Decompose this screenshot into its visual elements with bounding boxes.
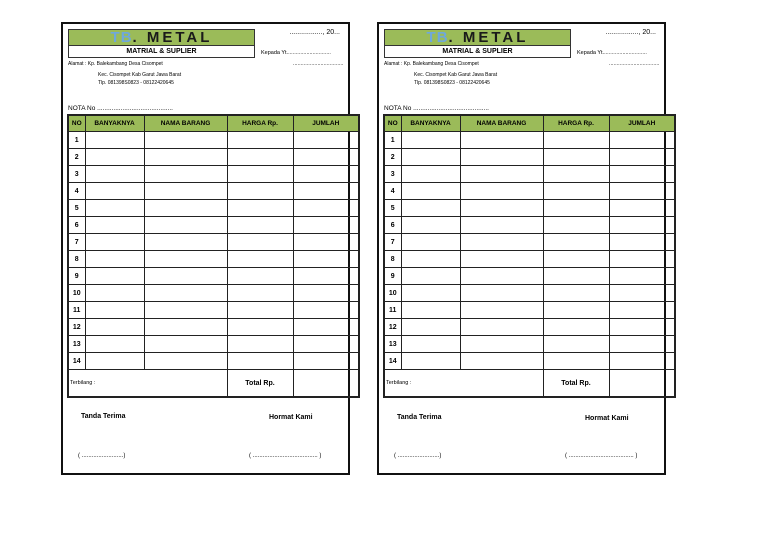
amount-cell[interactable] <box>609 183 675 200</box>
price-cell[interactable] <box>543 217 609 234</box>
price-cell[interactable] <box>543 251 609 268</box>
price-cell[interactable] <box>227 353 293 370</box>
price-cell[interactable] <box>227 200 293 217</box>
qty-cell[interactable] <box>85 251 144 268</box>
table-row <box>68 183 359 200</box>
name-cell[interactable] <box>460 268 543 285</box>
name-cell[interactable] <box>460 200 543 217</box>
table-row <box>384 268 675 285</box>
table-body <box>68 132 359 370</box>
amount-cell[interactable] <box>293 336 359 353</box>
qty-cell[interactable] <box>401 319 460 336</box>
total-label: Total Rp. <box>543 370 609 398</box>
amount-cell[interactable] <box>609 217 675 234</box>
price-cell[interactable] <box>543 302 609 319</box>
price-cell[interactable] <box>543 149 609 166</box>
signature-line-right: ( ....................................... ) <box>565 453 638 459</box>
table-row <box>384 353 675 370</box>
row-number: 6 <box>68 217 85 234</box>
price-cell[interactable] <box>227 149 293 166</box>
table-row <box>68 234 359 251</box>
nota-number: NOTA No .......................................... <box>384 105 489 112</box>
amount-cell[interactable] <box>609 319 675 336</box>
name-cell[interactable] <box>460 319 543 336</box>
price-cell[interactable] <box>543 183 609 200</box>
amount-cell[interactable] <box>293 268 359 285</box>
table-row <box>384 302 675 319</box>
col-no: NO <box>384 115 401 132</box>
amount-cell[interactable] <box>293 132 359 149</box>
name-cell[interactable] <box>460 336 543 353</box>
recipient-field-cont: ................................. <box>293 61 344 67</box>
address-line-2: Kec. Cisompet Kab Garut Jawa Barat <box>414 72 498 78</box>
name-cell[interactable] <box>144 319 227 336</box>
items-table <box>67 114 360 398</box>
amount-cell[interactable] <box>293 200 359 217</box>
price-cell[interactable] <box>543 319 609 336</box>
table-row <box>68 353 359 370</box>
row-number: 12 <box>68 319 85 336</box>
price-cell[interactable] <box>227 183 293 200</box>
table-row <box>68 302 359 319</box>
signature-line-right: ( ....................................... ) <box>249 453 322 459</box>
col-name: NAMA BARANG <box>144 115 227 132</box>
row-number: 14 <box>68 353 85 370</box>
name-cell[interactable] <box>144 336 227 353</box>
brand-name: . METAL <box>132 29 213 46</box>
name-cell[interactable] <box>460 353 543 370</box>
amount-cell[interactable] <box>293 234 359 251</box>
address-line-3: Tlp. 081398S0823 - 08122420645 <box>98 80 174 86</box>
tanda-terima-label: Tanda Terima <box>397 414 442 421</box>
address-line-3: Tlp. 081398S0823 - 08122420645 <box>414 80 490 86</box>
date-field: ................., 20... <box>605 29 656 36</box>
name-cell[interactable] <box>460 285 543 302</box>
table-row <box>384 149 675 166</box>
brand-subtitle: MATRIAL & SUPLIER <box>384 46 571 58</box>
qty-cell[interactable] <box>401 234 460 251</box>
table-body <box>384 132 675 370</box>
price-cell[interactable] <box>227 217 293 234</box>
row-number: 2 <box>384 149 401 166</box>
price-cell[interactable] <box>227 132 293 149</box>
table-footer-row <box>384 370 675 398</box>
name-cell[interactable] <box>144 149 227 166</box>
table-row <box>384 166 675 183</box>
table-row <box>68 217 359 234</box>
amount-cell[interactable] <box>293 285 359 302</box>
qty-cell[interactable] <box>85 166 144 183</box>
price-cell[interactable] <box>227 302 293 319</box>
table-row <box>384 132 675 149</box>
price-cell[interactable] <box>227 319 293 336</box>
table-footer-row <box>68 370 359 398</box>
qty-cell[interactable] <box>401 132 460 149</box>
row-number: 9 <box>384 268 401 285</box>
table-row <box>384 251 675 268</box>
qty-cell[interactable] <box>401 251 460 268</box>
col-qty: BANYAKNYA <box>85 115 144 132</box>
qty-cell[interactable] <box>401 217 460 234</box>
table-row <box>68 285 359 302</box>
name-cell[interactable] <box>460 302 543 319</box>
col-price: HARGA Rp. <box>543 115 609 132</box>
signature-line-left: ( .........................) <box>394 453 442 459</box>
row-number: 5 <box>384 200 401 217</box>
price-cell[interactable] <box>543 285 609 302</box>
qty-cell[interactable] <box>85 336 144 353</box>
name-cell[interactable] <box>460 217 543 234</box>
row-number: 4 <box>68 183 85 200</box>
qty-cell[interactable] <box>85 353 144 370</box>
table-row <box>384 200 675 217</box>
amount-cell[interactable] <box>293 302 359 319</box>
amount-cell[interactable] <box>609 268 675 285</box>
qty-cell[interactable] <box>401 183 460 200</box>
total-label: Total Rp. <box>227 370 293 398</box>
table-header-row <box>384 115 675 132</box>
nota-number: NOTA No .......................................... <box>68 105 173 112</box>
price-cell[interactable] <box>227 336 293 353</box>
qty-cell[interactable] <box>401 285 460 302</box>
qty-cell[interactable] <box>85 200 144 217</box>
table-row <box>68 319 359 336</box>
qty-cell[interactable] <box>401 268 460 285</box>
row-number: 2 <box>68 149 85 166</box>
terbilang-label: Terbilang : <box>68 370 227 398</box>
brand-logo <box>384 29 571 46</box>
price-cell[interactable] <box>227 251 293 268</box>
row-number: 10 <box>68 285 85 302</box>
table-row <box>68 132 359 149</box>
price-cell[interactable] <box>227 268 293 285</box>
address-line-2: Kec. Cisompet Kab Garut Jawa Barat <box>98 72 182 78</box>
row-number: 13 <box>68 336 85 353</box>
amount-cell[interactable] <box>609 200 675 217</box>
amount-cell[interactable] <box>609 234 675 251</box>
qty-cell[interactable] <box>85 268 144 285</box>
name-cell[interactable] <box>144 183 227 200</box>
name-cell[interactable] <box>144 166 227 183</box>
row-number: 3 <box>68 166 85 183</box>
price-cell[interactable] <box>227 234 293 251</box>
name-cell[interactable] <box>460 234 543 251</box>
amount-cell[interactable] <box>293 217 359 234</box>
amount-cell[interactable] <box>609 285 675 302</box>
name-cell[interactable] <box>144 251 227 268</box>
table-row <box>68 251 359 268</box>
amount-cell[interactable] <box>609 132 675 149</box>
amount-cell[interactable] <box>609 336 675 353</box>
amount-cell[interactable] <box>609 251 675 268</box>
name-cell[interactable] <box>460 183 543 200</box>
total-cell[interactable] <box>293 370 359 398</box>
price-cell[interactable] <box>227 285 293 302</box>
name-cell[interactable] <box>144 353 227 370</box>
table-row <box>68 166 359 183</box>
row-number: 12 <box>384 319 401 336</box>
price-cell[interactable] <box>227 166 293 183</box>
col-qty: BANYAKNYA <box>401 115 460 132</box>
name-cell[interactable] <box>460 251 543 268</box>
qty-cell[interactable] <box>401 302 460 319</box>
row-number: 10 <box>384 285 401 302</box>
col-total: JUMLAH <box>609 115 675 132</box>
row-number: 11 <box>384 302 401 319</box>
qty-cell[interactable] <box>401 353 460 370</box>
name-cell[interactable] <box>460 166 543 183</box>
qty-cell[interactable] <box>85 183 144 200</box>
name-cell[interactable] <box>144 268 227 285</box>
table-row <box>68 200 359 217</box>
name-cell[interactable] <box>144 132 227 149</box>
qty-cell[interactable] <box>85 132 144 149</box>
row-number: 8 <box>384 251 401 268</box>
col-no: NO <box>68 115 85 132</box>
receipt-form-left <box>61 22 350 475</box>
date-field: ................., 20... <box>289 29 340 36</box>
row-number: 13 <box>384 336 401 353</box>
recipient-field-cont: ................................. <box>609 61 660 67</box>
row-number: 1 <box>384 132 401 149</box>
table-row <box>384 285 675 302</box>
qty-cell[interactable] <box>85 319 144 336</box>
recipient-field: Kepada Yt............................. <box>577 50 647 56</box>
table-row <box>384 217 675 234</box>
brand-name: . METAL <box>448 29 529 46</box>
row-number: 8 <box>68 251 85 268</box>
price-cell[interactable] <box>543 268 609 285</box>
row-number: 5 <box>68 200 85 217</box>
amount-cell[interactable] <box>293 319 359 336</box>
items-table <box>383 114 676 398</box>
row-number: 7 <box>68 234 85 251</box>
table-row <box>68 268 359 285</box>
col-name: NAMA BARANG <box>460 115 543 132</box>
header-box <box>68 29 255 61</box>
name-cell[interactable] <box>144 234 227 251</box>
table-row <box>384 234 675 251</box>
total-cell[interactable] <box>609 370 675 398</box>
qty-cell[interactable] <box>85 302 144 319</box>
amount-cell[interactable] <box>293 251 359 268</box>
qty-cell[interactable] <box>85 285 144 302</box>
table-row <box>68 149 359 166</box>
name-cell[interactable] <box>144 285 227 302</box>
price-cell[interactable] <box>543 234 609 251</box>
qty-cell[interactable] <box>401 149 460 166</box>
row-number: 4 <box>384 183 401 200</box>
amount-cell[interactable] <box>609 149 675 166</box>
qty-cell[interactable] <box>401 200 460 217</box>
brand-prefix: TB <box>110 29 133 46</box>
recipient-field: Kepada Yt............................. <box>261 50 331 56</box>
name-cell[interactable] <box>144 217 227 234</box>
table-row <box>68 336 359 353</box>
table-row <box>384 319 675 336</box>
header-box <box>384 29 571 61</box>
row-number: 6 <box>384 217 401 234</box>
name-cell[interactable] <box>460 149 543 166</box>
signature-line-left: ( .........................) <box>78 453 126 459</box>
qty-cell[interactable] <box>401 336 460 353</box>
price-cell[interactable] <box>543 166 609 183</box>
qty-cell[interactable] <box>401 166 460 183</box>
table-row <box>384 336 675 353</box>
qty-cell[interactable] <box>85 217 144 234</box>
receipt-form-right <box>377 22 666 475</box>
amount-cell[interactable] <box>293 183 359 200</box>
qty-cell[interactable] <box>85 149 144 166</box>
name-cell[interactable] <box>144 200 227 217</box>
amount-cell[interactable] <box>293 149 359 166</box>
amount-cell[interactable] <box>293 166 359 183</box>
brand-subtitle: MATRIAL & SUPLIER <box>68 46 255 58</box>
amount-cell[interactable] <box>609 353 675 370</box>
amount-cell[interactable] <box>293 353 359 370</box>
row-number: 14 <box>384 353 401 370</box>
amount-cell[interactable] <box>609 302 675 319</box>
table-header-row <box>68 115 359 132</box>
price-cell[interactable] <box>543 132 609 149</box>
terbilang-label: Terbilang : <box>384 370 543 398</box>
table-row <box>384 183 675 200</box>
tanda-terima-label: Tanda Terima <box>81 413 126 420</box>
col-total: JUMLAH <box>293 115 359 132</box>
price-cell[interactable] <box>543 353 609 370</box>
address-line-1: Alamat : Kp. Balekambang Desa Cisompet <box>384 61 479 67</box>
row-number: 1 <box>68 132 85 149</box>
qty-cell[interactable] <box>85 234 144 251</box>
brand-prefix: TB <box>426 29 449 46</box>
row-number: 7 <box>384 234 401 251</box>
row-number: 11 <box>68 302 85 319</box>
brand-logo <box>68 29 255 46</box>
col-price: HARGA Rp. <box>227 115 293 132</box>
row-number: 9 <box>68 268 85 285</box>
amount-cell[interactable] <box>609 166 675 183</box>
row-number: 3 <box>384 166 401 183</box>
hormat-kami-label: Hormat Kami <box>269 414 313 421</box>
name-cell[interactable] <box>460 132 543 149</box>
address-line-1: Alamat : Kp. Balekambang Desa Cisompet <box>68 61 163 67</box>
name-cell[interactable] <box>144 302 227 319</box>
hormat-kami-label: Hormat Kami <box>585 415 629 422</box>
price-cell[interactable] <box>543 200 609 217</box>
price-cell[interactable] <box>543 336 609 353</box>
